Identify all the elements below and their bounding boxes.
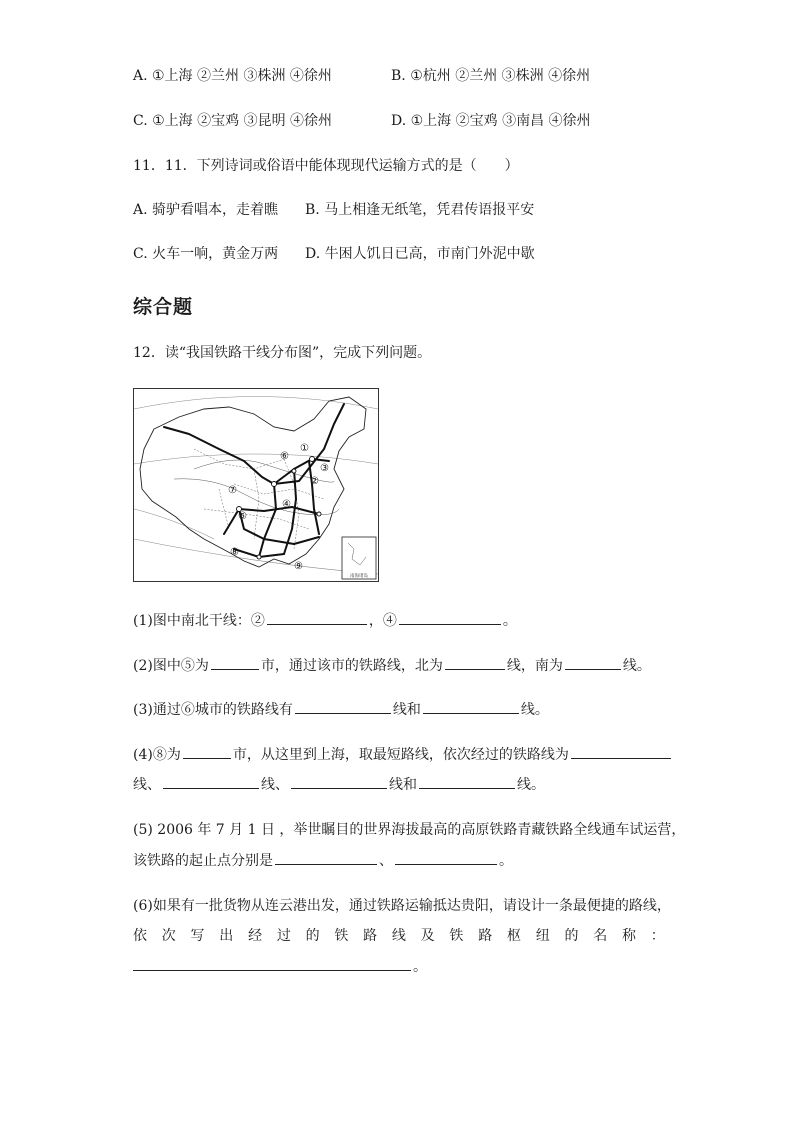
q12-p6-text-end: 。 (413, 959, 427, 975)
map-label-6: ⑥ (280, 451, 289, 462)
q12-part-6-line-3 (133, 956, 427, 977)
q12-p2-text-a: (2)图中⑤为 (133, 658, 209, 674)
blank-p1-4[interactable] (399, 610, 501, 625)
q12-p1-text-b: ，④ (368, 613, 397, 629)
q12-p4-text-a: (4)⑧为 (133, 747, 181, 763)
blank-p4-line3[interactable] (291, 774, 387, 789)
p6-char: 枢 (506, 928, 521, 944)
blank-p1-2[interactable] (267, 610, 367, 625)
q12-p4-text-e: 线和 (389, 777, 417, 793)
q12-p5-text-b: 该铁路的起止点分别是 (133, 853, 273, 869)
p6-char: 经 (248, 928, 263, 944)
p6-char: 次 (161, 928, 176, 944)
q12-part-4-line-2 (133, 774, 545, 795)
inset-label: 南海诸岛 (350, 574, 368, 579)
blank-p5-start[interactable] (275, 850, 377, 865)
p6-char: 纽 (535, 928, 550, 944)
q12-p1-text-a: (1)图中南北干线：② (133, 613, 265, 629)
q12-p4-text-d: 线、 (261, 777, 289, 793)
p6-char: 及 (420, 928, 435, 944)
p6-char: 的 (564, 928, 579, 944)
p6-char: 出 (219, 928, 234, 944)
p6-char: 路 (478, 928, 493, 944)
railway-map-svg (134, 389, 378, 581)
q12-part-5-line-2 (133, 850, 513, 871)
blank-p3-line2[interactable] (423, 699, 519, 714)
p6-char: 过 (276, 928, 291, 944)
q12-part-2 (133, 655, 651, 676)
q12-p3-text-c: 线。 (520, 702, 549, 718)
q12-p3-text-b: 线和 (392, 702, 421, 718)
map-label-4: ④ (282, 499, 291, 510)
q12-p2-text-c: 线，南为 (506, 658, 563, 674)
map-label-8: ⑧ (230, 547, 239, 558)
blank-p4-city[interactable] (183, 744, 231, 759)
q12-part-3 (133, 699, 549, 720)
map-label-1: ① (300, 443, 309, 454)
q11-option-b: B. 马上相逢无纸笔，凭君传语报平安 (305, 202, 535, 218)
blank-p4-line2[interactable] (163, 774, 259, 789)
p6-char: 名 (593, 928, 608, 944)
p6-char: 依 (133, 928, 147, 944)
p6-char: 铁 (449, 928, 464, 944)
blank-p3-line1[interactable] (295, 699, 391, 714)
q10-options-row-2 (133, 111, 591, 131)
q12-part-6-line-2 (133, 926, 665, 946)
q11-option-a: A. 骑驴看唱本，走着瞧 (133, 202, 279, 218)
p6-char: ： (650, 928, 665, 944)
blank-p2-north[interactable] (445, 655, 505, 670)
blank-p6-route[interactable] (133, 956, 411, 971)
q10-option-c: C. ①上海 ②宝鸡 ③昆明 ④徐州 (133, 113, 333, 129)
q12-stem: 12．读“我国铁路干线分布图”，完成下列问题。 (133, 345, 432, 361)
blank-p2-south[interactable] (565, 655, 621, 670)
q12-p2-text-b: 市，通过该市的铁路线，北为 (260, 658, 443, 674)
p6-char: 线 (391, 928, 406, 944)
q11-options-row-1 (133, 200, 534, 220)
q11-options-row-2 (133, 244, 535, 264)
p6-char: 路 (363, 928, 378, 944)
q10-option-b: B. ①杭州 ②兰州 ③株洲 ④徐州 (391, 68, 591, 84)
blank-p4-line1[interactable] (571, 744, 671, 759)
south-china-sea-inset (342, 537, 376, 579)
q12-p5-text-c: 、 (379, 853, 393, 869)
q12-part-5-line-1: (5) 2006 年 7 月 1 日 ，举世瞩目的世界海拔最高的高原铁路青藏铁路全线通车试运营， (133, 822, 686, 838)
q10-option-d: D. ①上海 ②宝鸡 ③南昌 ④徐州 (391, 113, 591, 129)
q10-option-a: A. ①上海 ②兰州 ③株洲 ④徐州 (133, 68, 332, 84)
map-label-5: ⑤ (238, 511, 247, 522)
p6-char: 的 (305, 928, 320, 944)
q12-p1-text-c: 。 (502, 613, 517, 629)
q12-p4-text-f: 线。 (517, 777, 545, 793)
map-label-9: ⑨ (294, 561, 303, 572)
q12-p4-text-c: 线、 (133, 777, 161, 793)
q12-part-6-line-1: (6)如果有一批货物从连云港出发，通过铁路运输抵达贵阳，请设计一条最便捷的路线， (133, 898, 671, 914)
map-label-7: ⑦ (228, 485, 237, 496)
p6-char: 写 (190, 928, 205, 944)
section-title: 综合题 (133, 296, 194, 318)
q11-stem: 11．11．下列诗词或俗语中能体现现代运输方式的是（ ） (133, 158, 519, 174)
q12-p3-text-a: (3)通过⑥城市的铁路线有 (133, 702, 293, 718)
q12-p2-text-d: 线。 (622, 658, 651, 674)
q11-option-c: C. 火车一响，黄金万两 (133, 246, 279, 262)
map-label-3: ③ (320, 463, 329, 474)
blank-p5-end[interactable] (395, 850, 497, 865)
q12-part-4-line-1 (133, 744, 673, 765)
blank-p2-city[interactable] (211, 655, 259, 670)
q11-option-d: D. 牛困人饥日已高，市南门外泥中歇 (305, 246, 535, 262)
railway-map (133, 388, 379, 582)
p6-char: 称 (622, 928, 637, 944)
q12-p4-text-b: 市，从这里到上海，取最短路线，依次经过的铁路线为 (232, 747, 569, 763)
q10-options-row-1 (133, 66, 590, 86)
blank-p4-line4[interactable] (419, 774, 515, 789)
q12-p5-text-d: 。 (499, 853, 513, 869)
map-label-2: ② (310, 476, 319, 487)
q12-part-1 (133, 610, 517, 631)
p6-char: 铁 (334, 928, 349, 944)
